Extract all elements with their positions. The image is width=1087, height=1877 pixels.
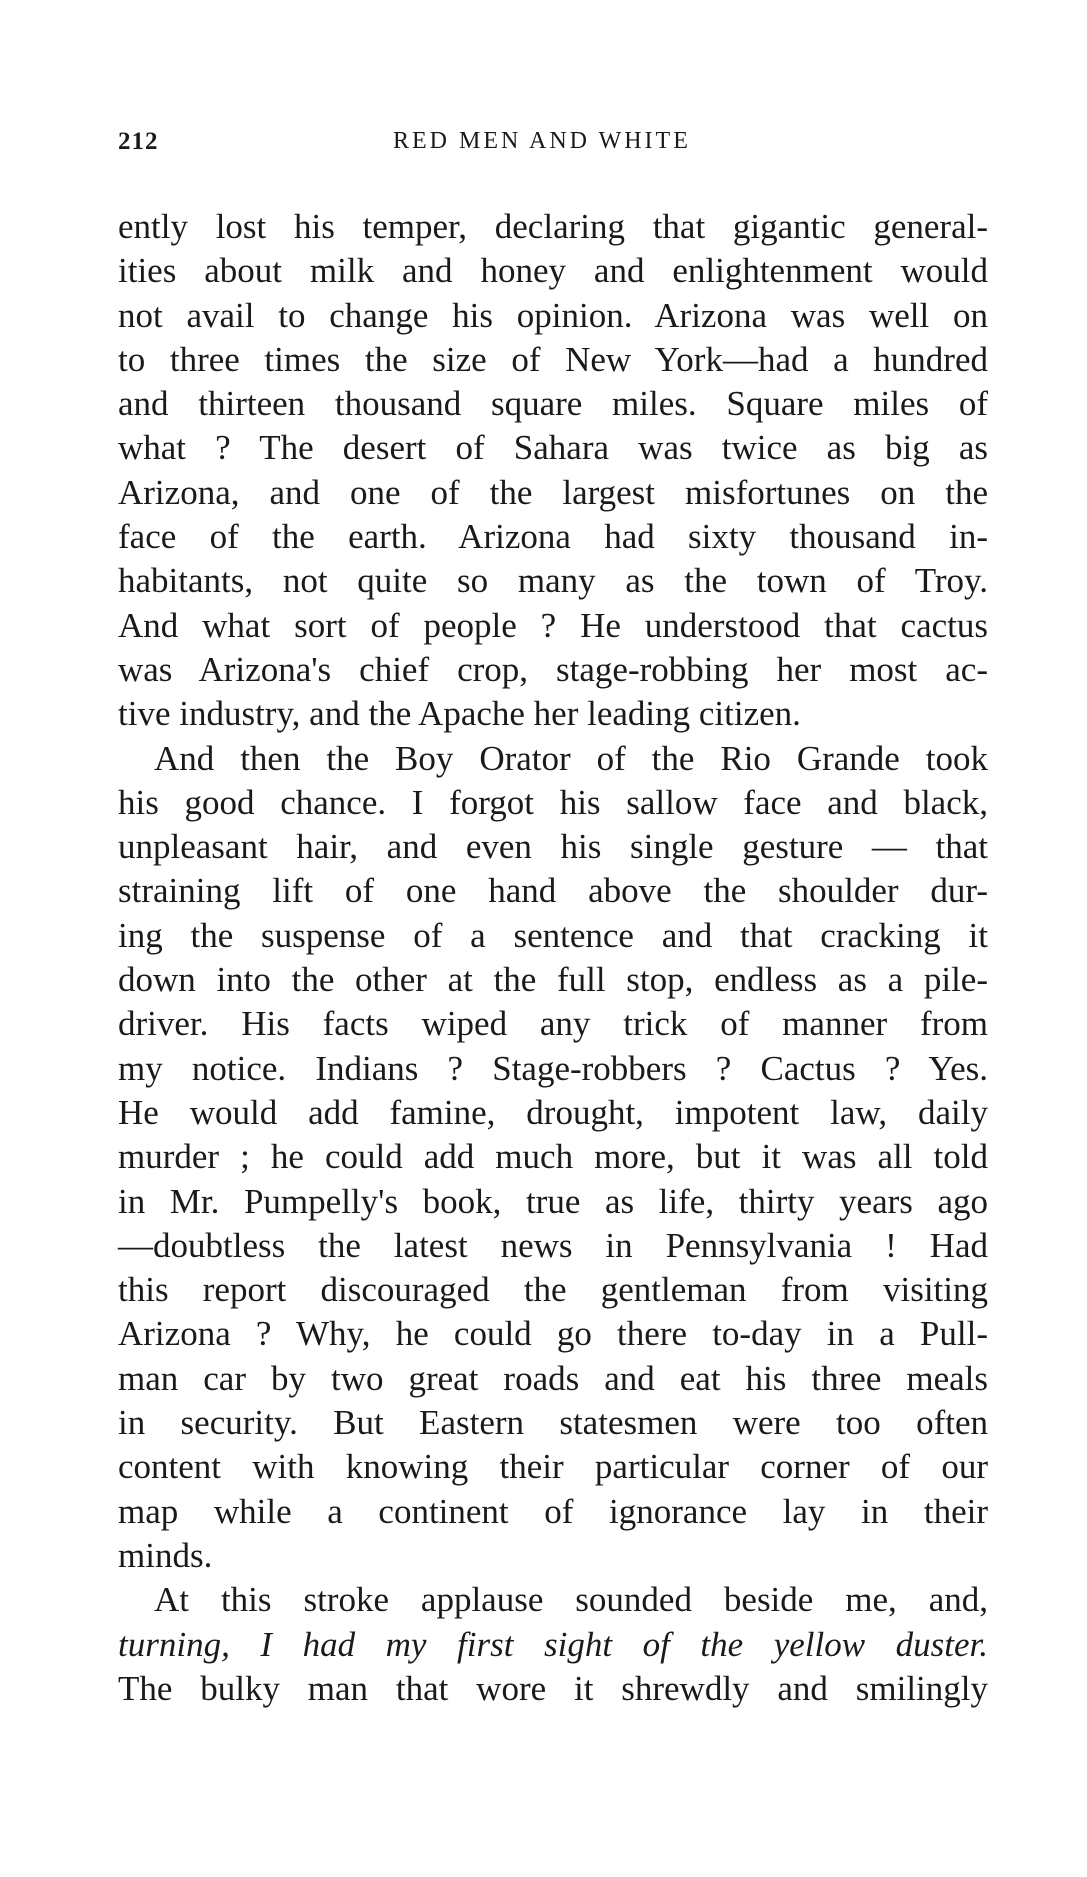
running-head [118, 128, 988, 162]
text-line: in Mr. Pumpelly's book, true as life, thirty years ago [118, 1181, 988, 1221]
text-line: —doubtless the latest news in Pennsylvania ! Had [118, 1225, 988, 1265]
text-line: habitants, not quite so many as the town of Troy. [118, 561, 988, 601]
body-text [118, 205, 988, 1711]
text-line: ing the suspense of a sentence and that cracking it [118, 915, 988, 955]
text-line: down into the other at the full stop, endless as a pile- [118, 960, 988, 1000]
text-line: And what sort of people ? He understood that cactus [118, 605, 988, 645]
text-line: ently lost his temper, declaring that gigantic general- [118, 207, 988, 246]
text-line: map while a continent of ignorance lay in their [118, 1491, 988, 1531]
text-line: his good chance. I forgot his sallow face and black, [118, 782, 988, 822]
text-line: And then the Boy Orator of the Rio Grande took [154, 738, 988, 778]
text-line: Arizona, and one of the largest misfortunes on the [118, 472, 988, 512]
text-line: He would add famine, drought, impotent law, daily [118, 1092, 988, 1132]
text-line: what ? The desert of Sahara was twice as big as [118, 428, 988, 468]
text-line: Arizona ? Why, he could go there to-day in a Pull- [118, 1314, 988, 1354]
text-line: The bulky man that wore it shrewdly and smilingly [118, 1668, 988, 1708]
text-line: turning, I had my first sight of the yellow duster. [118, 1624, 988, 1664]
text-line: unpleasant hair, and even his single gesture — that [118, 827, 988, 867]
text-line: driver. His facts wiped any trick of manner from [118, 1004, 988, 1044]
text-line: my notice. Indians ? Stage-robbers ? Cactus ? Yes. [118, 1048, 988, 1088]
text-line: minds. [118, 1535, 213, 1575]
text-line: in security. But Eastern statesmen were too often [118, 1403, 988, 1443]
paragraph-2 [118, 737, 988, 1579]
running-title: RED MEN AND WHITE [393, 128, 691, 154]
paragraph-3 [118, 1578, 988, 1711]
text-line: straining lift of one hand above the shoulder dur- [118, 871, 988, 911]
text-line: ities about milk and honey and enlightenment would [118, 251, 988, 291]
text-line: man car by two great roads and eat his three meals [118, 1358, 988, 1398]
text-line: face of the earth. Arizona had sixty thousand in- [118, 517, 988, 557]
text-line: content with knowing their particular corner of our [118, 1447, 988, 1487]
text-line: At this stroke applause sounded beside me, and, [154, 1580, 988, 1620]
text-line: to three times the size of New York—had a hundred [118, 339, 988, 379]
text-line: tive industry, and the Apache her leading citizen. [118, 694, 801, 734]
text-line: not avail to change his opinion. Arizona was well on [118, 295, 988, 335]
paragraph-1 [118, 205, 988, 737]
text-line: this report discouraged the gentleman from visiting [118, 1270, 988, 1310]
page-number: 212 [118, 128, 159, 155]
text-line: was Arizona's chief crop, stage-robbing her most ac- [118, 649, 988, 689]
text-line: and thirteen thousand square miles. Square miles of [118, 384, 988, 424]
text-line: murder ; he could add much more, but it was all told [118, 1137, 988, 1177]
